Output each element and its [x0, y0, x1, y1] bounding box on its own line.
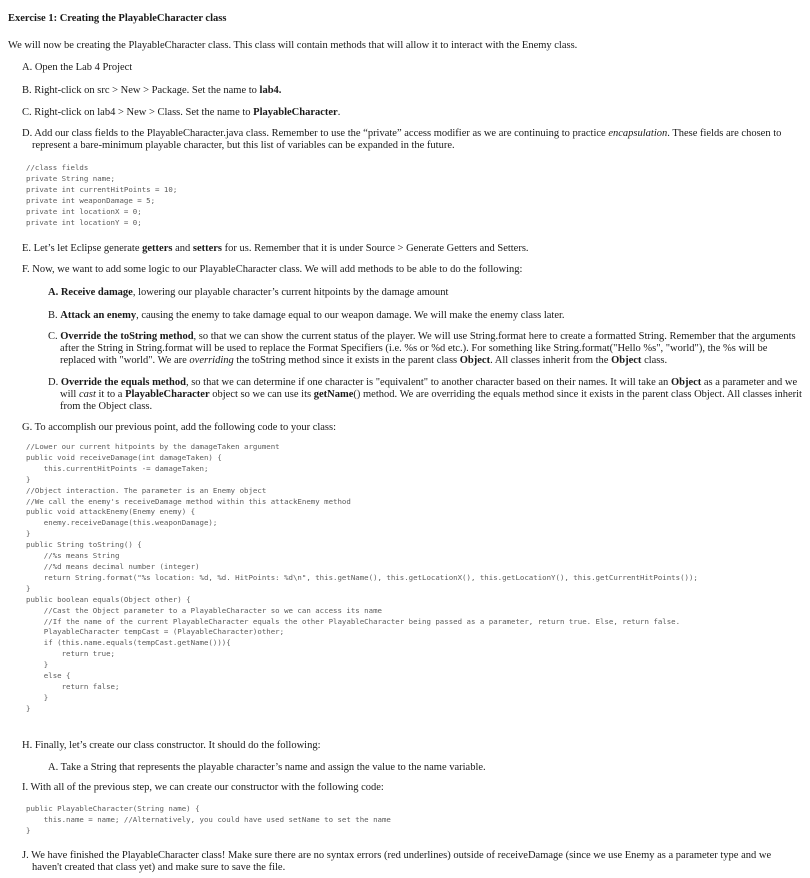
code-line: } — [26, 529, 31, 539]
code-line: //We call the enemy's receiveDamage method within this attackEnemy method — [26, 496, 351, 506]
step-e: E. Let’s let Eclipse generate getters and setters for us. Remember that it is under Source > Generate Getters and Setters. — [22, 243, 529, 254]
code-line: //Object interaction. The parameter is an Enemy object — [26, 485, 267, 495]
code-line: this.currentHitPoints -= damageTaken; — [26, 463, 209, 473]
step-h-a: A. Take a String that represents the playable character’s name and assign the value to the name variable. — [48, 762, 486, 773]
code-line: if (this.name.equals(tempCast.getName())){ — [26, 638, 231, 648]
step-g: G. To accomplish our previous point, add the following code to your class: — [22, 422, 337, 433]
code-line: public String toString() { — [26, 540, 142, 550]
code-line: } — [26, 660, 49, 670]
code-line: } — [26, 703, 31, 713]
code-line: this.name = name; //Alternatively, you could have used setName to set the name — [26, 814, 391, 824]
code-line: private String name; — [26, 173, 115, 183]
code-line: public boolean equals(Object other) { — [26, 594, 191, 604]
code-line: return false; — [26, 681, 120, 691]
step-j: J. We have finished the PlayableCharacter class! Make sure there are no syntax errors (red underlines) outside of receiveDamage (since we use Enemy as a parameter type and we haven't created that class yet) and make sure to save the file. — [22, 850, 772, 873]
code-line: } — [26, 692, 49, 702]
step-b: B. Right-click on src > New > Package. Set the name to lab4. — [22, 85, 282, 96]
code-line: private int weaponDamage = 5; — [26, 195, 156, 205]
intro-paragraph: We will now be creating the PlayableCharacter class. This class will contain methods that will allow it to interact with the Enemy class. — [8, 40, 578, 51]
code-line: PlayableCharacter tempCast = (PlayableCharacter)other; — [26, 627, 285, 637]
code-line: public void receiveDamage(int damageTaken) { — [26, 452, 222, 462]
step-a: A. Open the Lab 4 Project — [22, 62, 133, 73]
code-line: //class fields — [26, 163, 89, 172]
code-line: return true; — [26, 649, 115, 659]
exercise-title: Exercise 1: Creating the PlayableCharacter class — [8, 13, 227, 24]
step-f-c: C. Override the toString method, so that we can show the current status of the player. We will use String.format here to create a formatted String. Remember that the arguments after the String in String.format will be used to replace the Format Specifiers (i.e. %s or %d etc.). For something like String.format("Hello %s", "world"), the %s will be replaced with "world". We are overriding the toString method since it exists in the parent class Object. All classes inherit from the Object class. — [48, 331, 796, 366]
code-line: //%s means String — [26, 551, 120, 561]
code-line: } — [26, 825, 31, 835]
code-line: } — [26, 474, 31, 484]
code-line: } — [26, 583, 31, 593]
code-line: private int locationY = 0; — [26, 217, 142, 227]
code-line: //Cast the Object parameter to a PlayableCharacter so we can access its name — [26, 605, 382, 615]
code-line: return String.format("%s location: %d, %d. HitPoints: %d\n", this.getName(), this.getLocationX(), this.getLocationY(), this.getCurrentHitPoints()); — [26, 572, 698, 582]
step-f-b: B. Attack an enemy, causing the enemy to take damage equal to our weapon damage. We will make the enemy class later. — [48, 310, 565, 321]
step-f-a: A. Receive damage, lowering our playable character’s current hitpoints by the damage amount — [48, 287, 449, 298]
code-line: enemy.receiveDamage(this.weaponDamage); — [26, 518, 218, 528]
code-line: //%d means decimal number (integer) — [26, 561, 200, 571]
step-f-d: D. Override the equals method, so that we can determine if one character is "equivalent" to another character based on their names. It will take an Object as a parameter and we will cast it to a PlayableCharacter object so we can use its getName() method. We are overriding the equals method since it exists in the parent class Object. All classes inherit from the Object class. — [48, 377, 802, 412]
code-line: private int currentHitPoints = 10; — [26, 184, 178, 194]
step-d: D. Add our class fields to the PlayableCharacter.java class. Remember to use the “private” access modifier as we are continuing to practice encapsulation. These fields are chosen to represent a bare-minimum playable character, but this list of variables can be expanded in the future. — [22, 128, 782, 151]
step-f: F. Now, we want to add some logic to our PlayableCharacter class. We will add methods to be able to do the following: — [22, 264, 523, 275]
step-c: C. Right-click on lab4 > New > Class. Set the name to PlayableCharacter. — [22, 107, 341, 118]
code-line: //Lower our current hitpoints by the damageTaken argument — [26, 442, 280, 451]
code-line: else { — [26, 671, 71, 681]
step-i: I. With all of the previous step, we can create our constructor with the following code: — [22, 782, 384, 793]
code-line: private int locationX = 0; — [26, 206, 142, 216]
code-line: public void attackEnemy(Enemy enemy) { — [26, 507, 196, 517]
code-line: public PlayableCharacter(String name) { — [26, 804, 200, 813]
code-line: //If the name of the current PlayableCharacter equals the other PlayableCharacter being passed as a parameter, return true. Else, return false. — [26, 616, 681, 626]
code-block-fields — [26, 163, 177, 228]
step-h: H. Finally, let’s create our class constructor. It should do the following: — [22, 740, 321, 751]
code-block-methods — [26, 442, 698, 715]
code-block-constructor — [26, 804, 391, 837]
